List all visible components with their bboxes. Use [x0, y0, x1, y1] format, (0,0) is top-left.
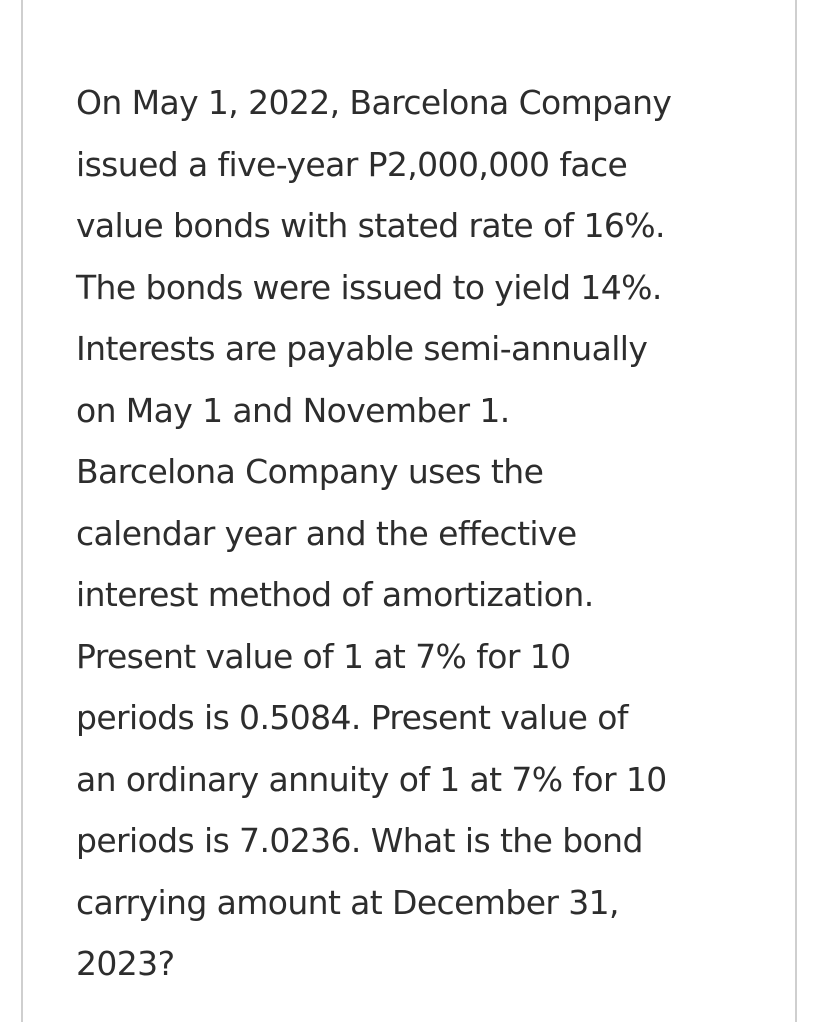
question-line: periods is 7.0236. What is the bond [76, 821, 643, 860]
question-line: Interests are payable semi-annually [76, 329, 648, 368]
question-line: value bonds with stated rate of 16%. [76, 206, 665, 245]
question-line: On May 1, 2022, Barcelona Company [76, 83, 672, 122]
question-line: Barcelona Company uses the [76, 452, 544, 491]
question-line: The bonds were issued to yield 14%. [76, 267, 662, 307]
question-line: Present value of 1 at 7% for 10 [76, 636, 571, 676]
question-line: issued a five-year P2,000,000 face [76, 144, 628, 184]
question-line: on May 1 and November 1. [76, 390, 510, 430]
question-line: calendar year and the effective [76, 513, 577, 553]
question-line: carrying amount at December 31, [76, 882, 619, 922]
question-line: an ordinary annuity of 1 at 7% for 10 [76, 759, 667, 799]
question-text [76, 72, 776, 995]
question-line: interest method of amortization. [76, 575, 594, 614]
question-line: 2023? [76, 944, 175, 983]
question-line: periods is 0.5084. Present value of [76, 698, 628, 737]
